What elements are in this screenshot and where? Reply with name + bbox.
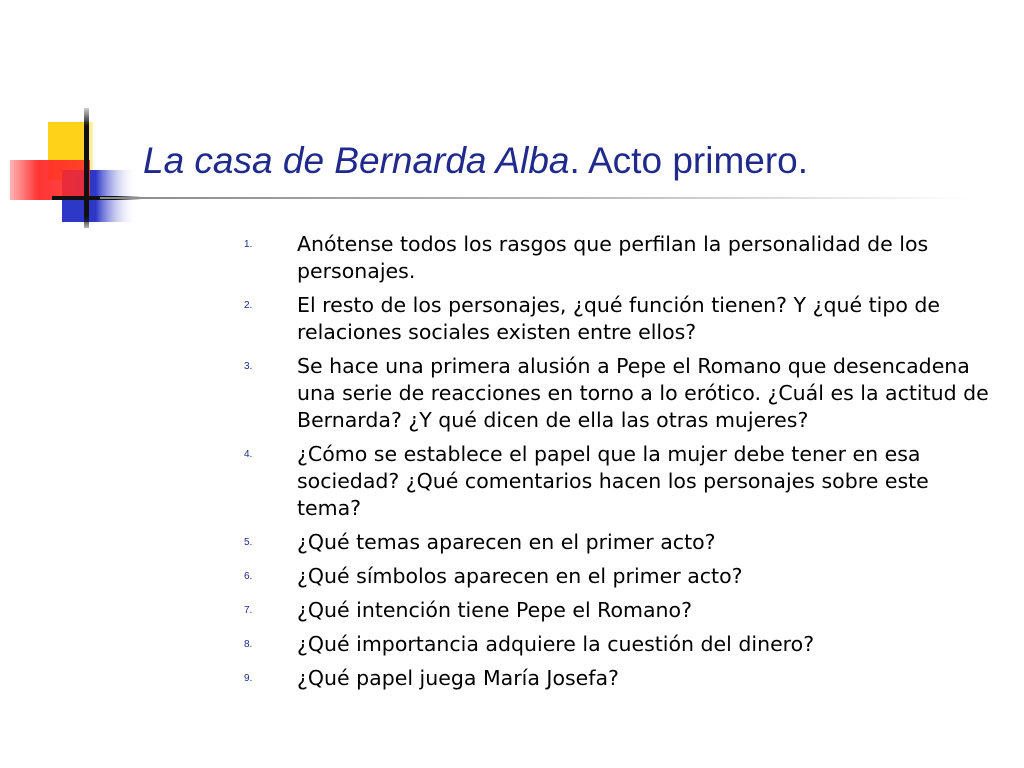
list-item xyxy=(244,231,1004,285)
item-text: ¿Qué temas aparecen en el primer acto? xyxy=(297,530,716,554)
item-text: Se hace una primera alusión a Pepe el Romano que desencadena una serie de reacciones en torno a lo erótico. ¿Cuál es la actitud de Bernarda? ¿Y qué dicen de ella las otras mujeres? xyxy=(297,354,989,432)
item-number: 6. xyxy=(244,571,253,582)
list-item xyxy=(244,353,1004,434)
item-text: ¿Qué intención tiene Pepe el Romano? xyxy=(297,598,692,622)
list-item xyxy=(244,665,1004,692)
list-item xyxy=(244,563,1004,590)
slide-title xyxy=(143,140,808,182)
list-item xyxy=(244,529,1004,556)
question-list xyxy=(244,231,1004,699)
item-number: 3. xyxy=(244,361,253,372)
item-number: 8. xyxy=(244,639,253,650)
item-text: ¿Qué símbolos aparecen en el primer acto? xyxy=(297,564,743,588)
item-text: El resto de los personajes, ¿qué función tienen? Y ¿qué tipo de relaciones sociales existen entre ellos? xyxy=(297,293,941,344)
item-number: 4. xyxy=(244,449,253,460)
item-text: Anótense todos los rasgos que perfilan la personalidad de los personajes. xyxy=(297,232,929,283)
item-text: ¿Qué papel juega María Josefa? xyxy=(297,666,619,690)
vertical-line xyxy=(84,108,89,228)
item-number: 5. xyxy=(244,537,253,548)
item-text: ¿Cómo se establece el papel que la mujer debe tener en esa sociedad? ¿Qué comentarios hacen los personajes sobre este tema? xyxy=(297,442,929,520)
list-item xyxy=(244,441,1004,522)
list-item xyxy=(244,631,1004,658)
item-number: 1. xyxy=(244,239,253,250)
title-rest: . Acto primero. xyxy=(569,140,809,181)
item-number: 2. xyxy=(244,300,253,311)
title-underline xyxy=(100,197,970,199)
decorative-squares-graphic xyxy=(0,0,200,240)
list-item xyxy=(244,292,1004,346)
item-number: 9. xyxy=(244,673,253,684)
item-number: 7. xyxy=(244,605,253,616)
red-square xyxy=(10,160,90,200)
list-item xyxy=(244,597,1004,624)
item-text: ¿Qué importancia adquiere la cuestión del dinero? xyxy=(297,632,815,656)
title-italic-part: La casa de Bernarda Alba xyxy=(143,140,570,181)
